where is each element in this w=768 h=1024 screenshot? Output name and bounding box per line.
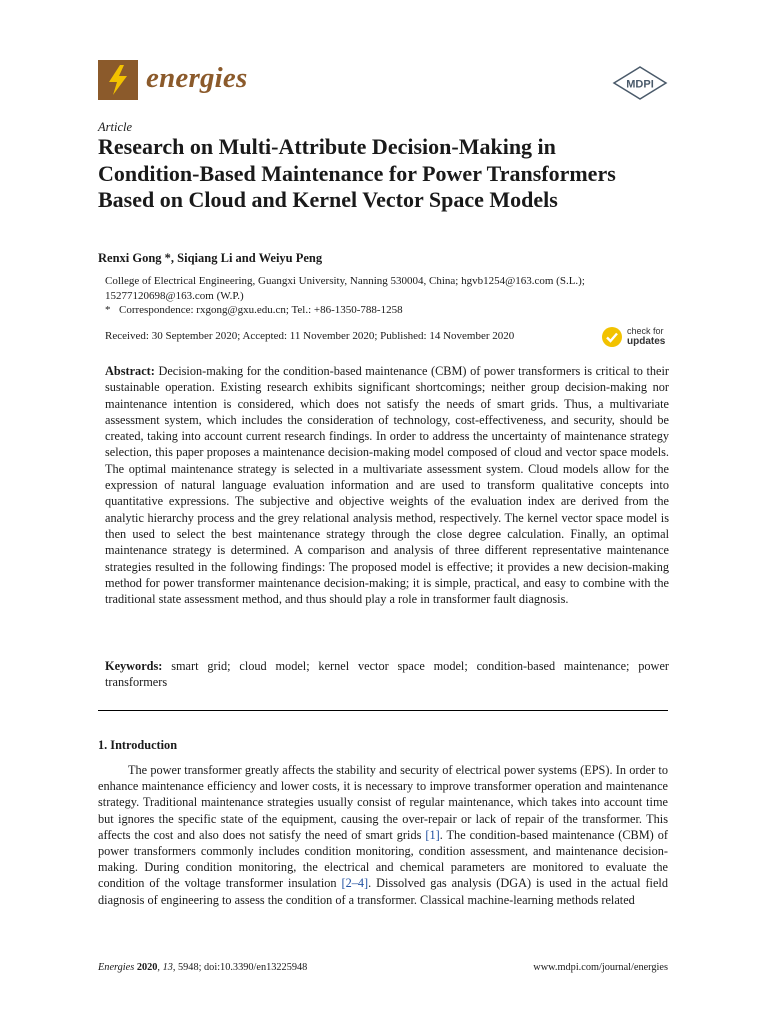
publication-dates: Received: 30 September 2020; Accepted: 11 November 2020; Published: 14 November 2020 (105, 330, 515, 342)
footer-journal: Energies (98, 962, 135, 973)
intro-text-1: The power transformer greatly affects the stability and security of electrical power systems (EPS). In order to enhance maintenance efficiency and lower costs, it is necessary to improve transformer operation and maintenance strategy. Traditional maintenance strategies usually consist of regular maintenance, which takes into account time but ignores the specific state of the equipment, causing the over-repair or lack of repair of the transformer. This affects the cost and also does not satisfy the need of smart grids (98, 763, 668, 842)
abstract-text: Decision-making for the condition-based maintenance (CBM) of power transformers is critical to their sustainable operation. Existing research exhibits significant shortcomings; neither group decision-making nor maintenance intention is considered, which does not satisfy the needs of smart grids. Thus, a multivariate assessment system, which includes the consideration of technology, cost-effectiveness, and security, should be created, taking into account current research findings. In order to address the uncertainty of maintenance strategy selection, this paper proposes a maintenance decision-making model composed of cloud and vector space models. The optimal maintenance strategy is selected in a multivariate assessment system. Cloud models allow for the expression of natural language evaluation information and are used to transform qualitative concepts into quantitative expressions. The subjective and objective weights of the evaluation index are derived from the analytic hierarchy process and the grey relational analysis method, respectively. The kernel vector space model is then used to select the best maintenance strategy through the close degree calculation. Finally, an optimal maintenance strategy is determined. A comparison and analysis of three different representative maintenance strategies resulted in the following findings: The proposed model is effective; it provides a new decision-making method for power transformer maintenance decision-making; it is simple, practical, and easy to combine with the traditional state assessment method, and thus should play a role in transformer fault diagnosis. (105, 364, 670, 607)
introduction-paragraph (98, 762, 668, 908)
publisher-logo (612, 66, 668, 100)
citation-link[interactable]: [2–4] (341, 876, 369, 891)
keywords-text: smart grid; cloud model; kernel vector space model; condition-based maintenance; power transformers (105, 659, 669, 690)
checkmark-icon (602, 327, 622, 347)
paper-title: Research on Multi-Attribute Decision-Making in Condition-Based Maintenance for Power Transformers Based on Cloud and Kernel Vector Space Models (98, 134, 616, 212)
keywords (105, 658, 669, 691)
lightning-bolt-icon (98, 60, 138, 100)
abstract-label: Abstract: (105, 364, 155, 378)
section-heading: 1. Introduction (98, 738, 178, 752)
footer-citation: Energies 2020, 13, 5948; doi:10.3390/en13225948 (98, 962, 308, 973)
keywords-label: Keywords: (105, 659, 163, 673)
correspondence (105, 304, 403, 316)
journal-header (98, 58, 668, 104)
citation-link[interactable]: [1] (425, 827, 440, 842)
correspondence-text: Correspondence: rxgong@gxu.edu.cn; Tel.: +86-1350-788-1258 (119, 304, 403, 316)
mdpi-logo-icon (612, 66, 668, 100)
journal-logo (98, 60, 138, 100)
correspondence-marker: * (105, 304, 111, 316)
article-type: Article (98, 120, 133, 134)
intro-text-2: . The condition-based maintenance (CBM) of power transformers commonly includes condition monitoring, condition assessment, and maintenance decision-making. During condition monitoring, the electrical and chemical parameters are monitored to evaluate the condition of the voltage transformer insulation (98, 827, 668, 891)
check-for-updates-badge[interactable] (602, 326, 672, 350)
footer-volume: 13 (162, 962, 173, 973)
intro-text-3: . Dissolved gas analysis (DGA) is used in the actual field diagnosis of engineering to assess the condition of a transformer. Classical machine-learning methods related (98, 876, 668, 907)
section-divider (98, 710, 668, 711)
abstract (105, 363, 669, 607)
publisher-logo-text: MDPI (626, 78, 654, 91)
check-for-updates-line1: check for (627, 326, 664, 336)
author-list: Renxi Gong *, Siqiang Li and Weiyu Peng (98, 251, 323, 265)
footer-doi: , 5948; doi:10.3390/en13225948 (172, 962, 308, 973)
footer-url[interactable]: www.mdpi.com/journal/energies (533, 962, 668, 973)
footer-year: 2020 (136, 962, 158, 973)
journal-name: energies (146, 62, 248, 94)
affiliation: College of Electrical Engineering, Guangxi University, Nanning 530004, China; hgvb1254@163.com (S.L.); 15277120698@163.com (W.P.) (105, 275, 585, 302)
check-for-updates-line2: updates (627, 336, 666, 347)
